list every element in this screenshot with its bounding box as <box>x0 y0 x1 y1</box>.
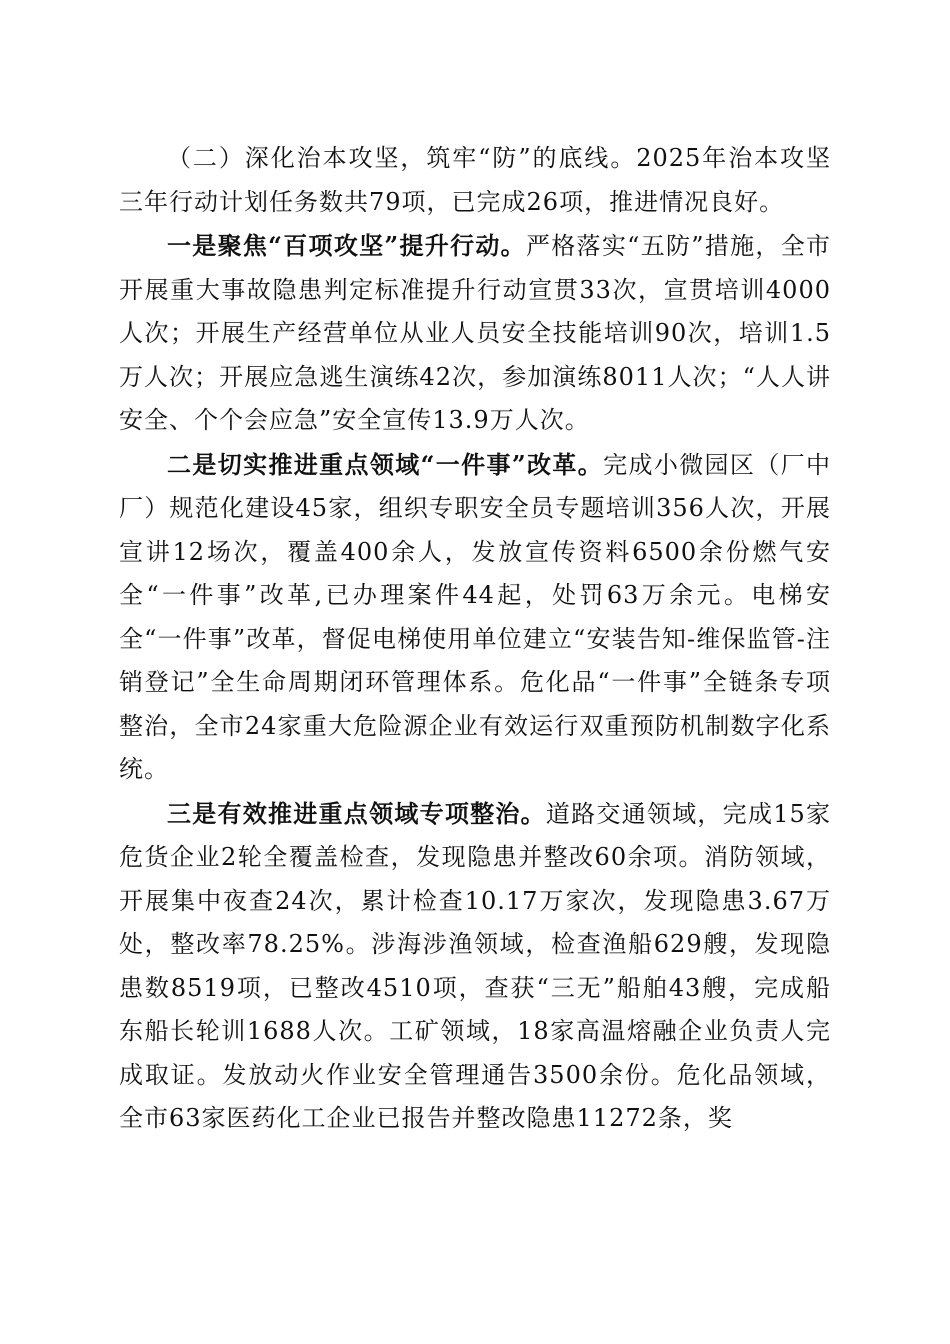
paragraph-lead: 一是聚焦“百项攻坚”提升行动。 <box>167 231 526 260</box>
paragraph-item-one <box>119 224 831 443</box>
paragraph-text: （二）深化治本攻坚，筑牢“防”的底线。2025年治本攻坚三年行动计划任务数共79项，已完成26项，推进情况良好。 <box>119 144 831 216</box>
paragraph-item-three <box>119 792 831 1141</box>
paragraph-section-heading <box>119 137 831 224</box>
paragraph-lead: 三是有效推进重点领域专项整治。 <box>167 798 546 828</box>
paragraph-item-two <box>119 443 831 792</box>
document-body <box>119 137 831 1141</box>
paragraph-text: 道路交通领域，完成15家危货企业2轮全覆盖检查，发现隐患并整改60余项。消防领域，开展集中夜查24次，累计检查10.17万家次，发现隐患3.67万处，整改率78.25%。涉海涉渔领域，检查渔船629艘，发现隐患数8519项，已整改4510项，查获“三无”船舶43艘，完成船东船长轮训1688人次。工矿领域，18家高温熔融企业负责人完成取证。发放动火作业安全管理通告3500余份。危化品领域，全市63家医药化工企业已报告并整改隐患11272条，奖 <box>119 799 831 1132</box>
paragraph-text: 完成小微园区（厂中厂）规范化建设45家，组织专职安全员专题培训356人次，开展宣讲12场次，覆盖400余人，发放宣传资料6500余份燃气安全“一件事”改革,已办理案件44起，处罚63万余元。电梯安全“一件事”改革，督促电梯使用单位建立“安装告知-维保监管-注销登记”全生命周期闭环管理体系。危化品“一件事”全链条专项整治，全市24家重大危险源企业有效运行双重预防机制数字化系统。 <box>119 450 831 783</box>
paragraph-text: 严格落实“五防”措施，全市开展重大事故隐患判定标准提升行动宣贯33次，宣贯培训4000人次；开展生产经营单位从业人员安全技能培训90次，培训1.5万人次；开展应急逃生演练42次，参加演练8011人次；“人人讲安全、个个会应急”安全宣传13.9万人次。 <box>119 232 831 434</box>
paragraph-lead: 二是切实推进重点领域“一件事”改革。 <box>167 449 604 479</box>
